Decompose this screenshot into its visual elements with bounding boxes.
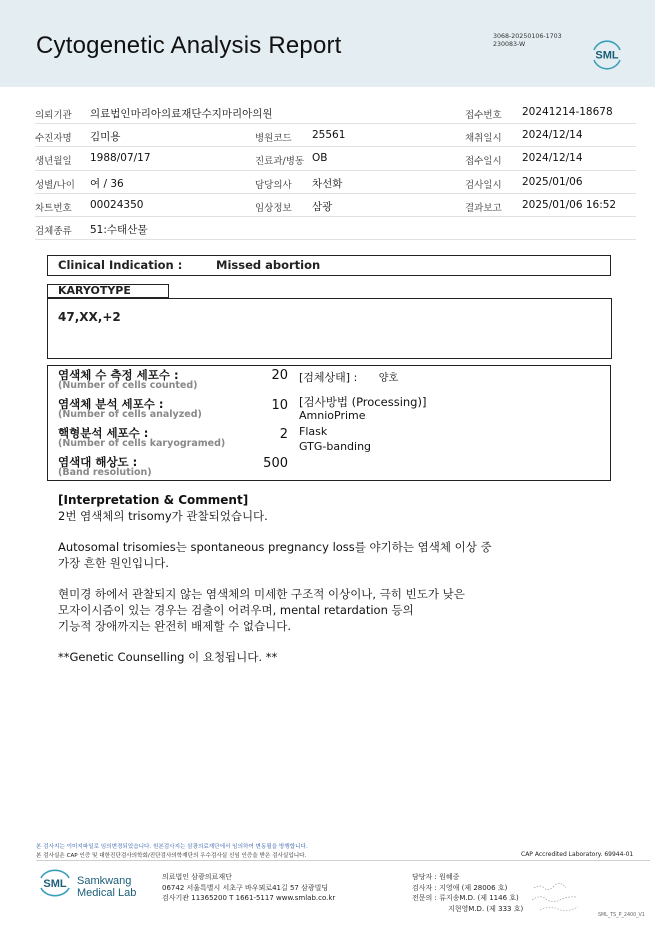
collection-date-value: 2024/12/14 — [522, 129, 583, 142]
cells-analyzed — [58, 398, 202, 420]
dept-label: 진료과/병동 — [255, 156, 305, 168]
lab-name: 의료법인 삼광의료재단 — [162, 873, 232, 881]
clinical-info-value: 삼광 — [312, 200, 333, 213]
staff-specialist-1: 전문의 : 류지송M.D. (제 1146 호) — [412, 894, 519, 902]
specimen-value: 51:수태산물 — [90, 223, 148, 236]
cells-karyogramed-sublabel: (Number of cells karyogramed) — [58, 438, 226, 449]
info-row — [35, 217, 636, 240]
clinical-info-label: 임상정보 — [255, 202, 292, 214]
test-date-label: 검사일시 — [465, 179, 502, 191]
specimen-status-value: 양호 — [378, 373, 399, 384]
analysis-stats-box — [47, 365, 611, 481]
brand-name-line-2: Medical Lab — [77, 887, 137, 899]
info-row — [35, 171, 636, 194]
karyotype-label: KARYOTYPE — [47, 284, 169, 298]
test-date-value: 2025/01/06 — [522, 175, 583, 188]
report-title: Cytogenetic Analysis Report — [36, 32, 342, 59]
signature-icon — [530, 876, 590, 916]
cap-accreditation: CAP Accredited Laboratory. 69944-01 — [521, 851, 634, 858]
band-resolution-value: 500 — [263, 456, 288, 471]
receipt-no-label: 접수번호 — [465, 110, 502, 121]
hospital-code-value: 25561 — [312, 129, 346, 142]
clinical-indication-label: Clinical Indication : — [58, 258, 183, 272]
collection-date-label: 채취일시 — [465, 133, 502, 145]
brand-name-line-1: Samkwang — [77, 875, 132, 887]
document-id-line-1: 3068-20250106-1703 — [493, 33, 562, 40]
footer-note-image: 본 검사지는 이미지파일로 임의변경되었습니다. 원본검사지는 삼광의료재단에서 임의하여 변동될을 방행합니다. — [36, 844, 308, 850]
doctor-value: 차선화 — [312, 177, 343, 190]
lab-street-address: 06742 서울특별시 서초구 바우뫼로41길 57 삼광빌딩 — [162, 883, 329, 892]
cells-counted-value: 20 — [271, 368, 288, 383]
cells-karyogramed-value: 2 — [279, 427, 288, 442]
interpretation-line: 기능적 장애까지는 완전히 배제할 수 없습니다. — [58, 619, 292, 633]
report-date-label: 결과보고 — [465, 202, 502, 214]
birth-value: 1988/07/17 — [90, 152, 151, 165]
method-label: [검사방법 (Processing)] — [299, 395, 427, 409]
cells-counted — [58, 369, 198, 391]
doctor-label: 담당의사 — [255, 179, 292, 191]
interpretation-paragraph — [58, 539, 578, 571]
interpretation-line: 현미경 하에서 관찰되지 않는 염색체의 미세한 구조적 이상이나, 극히 빈도가 낮은 — [58, 587, 465, 601]
sml-logo-icon — [590, 38, 624, 72]
footer-logo-text: SML — [43, 878, 67, 890]
band-resolution — [58, 456, 152, 478]
lab-address — [162, 872, 335, 904]
clinical-indication-box — [47, 255, 611, 276]
lab-staff — [412, 872, 523, 914]
birth-label: 생년월일 — [35, 156, 72, 168]
cells-counted-label: 염색체 수 측정 세포수 : — [58, 368, 179, 382]
specimen-status — [299, 369, 398, 385]
info-row — [35, 101, 636, 124]
patient-value: 김미용 — [90, 131, 121, 144]
chart-no-value: 00024350 — [90, 198, 144, 211]
receipt-date-value: 2024/12/14 — [522, 152, 583, 165]
info-row — [35, 194, 636, 217]
document-id-line-2: 230083-W — [493, 41, 526, 48]
patient-info-table — [35, 101, 636, 240]
karyotype-value: 47,XX,+2 — [58, 310, 121, 324]
cells-analyzed-value: 10 — [271, 398, 288, 413]
interpretation-line: Autosomal trisomies는 spontaneous pregnancy loss를 야기하는 염색체 이상 중 — [58, 540, 492, 554]
cells-analyzed-label: 염색체 분석 세포수 : — [58, 397, 164, 411]
interpretation-line: 가장 흔한 원인입니다. — [58, 556, 169, 570]
specimen-label: 검체종류 — [35, 225, 72, 237]
chart-no-label: 차트번호 — [35, 202, 72, 214]
sex-age-label: 성별/나이 — [35, 179, 75, 191]
samkwang-logo-icon — [36, 868, 74, 898]
info-row — [35, 147, 636, 170]
lab-contact: 검사기관 11365200 T 1661-5117 www.smlab.co.kr — [162, 894, 336, 902]
cells-karyogramed-label: 핵형분석 세포수 : — [58, 426, 149, 440]
interpretation-paragraph — [58, 649, 578, 665]
institution-label: 의뢰기관 — [35, 110, 72, 121]
hospital-code-label: 병원코드 — [255, 133, 292, 145]
specimen-status-label: [검체상태] : — [299, 371, 358, 384]
staff-specialist-2: 지현영M.D. (제 333 호) — [448, 904, 524, 913]
brand-name — [77, 875, 136, 899]
patient-label: 수진자명 — [35, 133, 72, 145]
cells-karyogramed — [58, 427, 225, 449]
footer-note-certification: 본 검사실은 CAP 인증 및 대한진단검사의학회/진단검사의학재단의 우수검사실 신임 인증을 받은 검사실입니다. — [36, 853, 307, 859]
interpretation-paragraph — [58, 508, 578, 524]
method-amnioprime: AmnioPrime — [299, 409, 366, 422]
band-resolution-label: 염색대 해상도 : — [58, 455, 138, 469]
dept-value: OB — [312, 152, 328, 165]
interpretation-line: 모자이시즘이 있는 경우는 검출이 어려우며, mental retardation 등의 — [58, 603, 414, 617]
staff-manager: 담당자 : 원혜중 — [412, 873, 460, 881]
method-flask: Flask — [299, 425, 328, 438]
clinical-indication-value: Missed abortion — [216, 258, 321, 272]
interpretation-title: [Interpretation & Comment] — [58, 493, 249, 507]
logo-text: SML — [595, 49, 619, 62]
karyotype-box — [47, 298, 612, 359]
receipt-no-value: 20241214-18678 — [522, 106, 613, 118]
footer-divider — [36, 860, 650, 861]
receipt-date-label: 접수일시 — [465, 156, 502, 168]
institution-value: 의료법인마리아의료재단수지마리아의원 — [90, 108, 273, 120]
interpretation-line: **Genetic Counselling 이 요청됩니다. ** — [58, 650, 278, 664]
interpretation-line: 2번 염색체의 trisomy가 관찰되었습니다. — [58, 509, 268, 523]
interpretation-section — [58, 493, 578, 680]
staff-examiner: 검사자 : 지영애 (제 28006 호) — [412, 883, 508, 892]
report-date-value: 2025/01/06 16:52 — [522, 198, 617, 211]
document-id — [493, 33, 562, 49]
band-resolution-sublabel: (Band resolution) — [58, 467, 152, 478]
info-row — [35, 124, 636, 147]
interpretation-paragraph — [58, 586, 578, 634]
form-code: SML_TS_P_2400_V1 — [598, 913, 645, 918]
sex-age-value: 여 / 36 — [90, 177, 124, 190]
report-header — [0, 0, 655, 87]
cells-analyzed-sublabel: (Number of cells analyzed) — [58, 409, 202, 420]
method-gtg-banding: GTG-banding — [299, 440, 372, 453]
cells-counted-sublabel: (Number of cells counted) — [58, 380, 198, 391]
